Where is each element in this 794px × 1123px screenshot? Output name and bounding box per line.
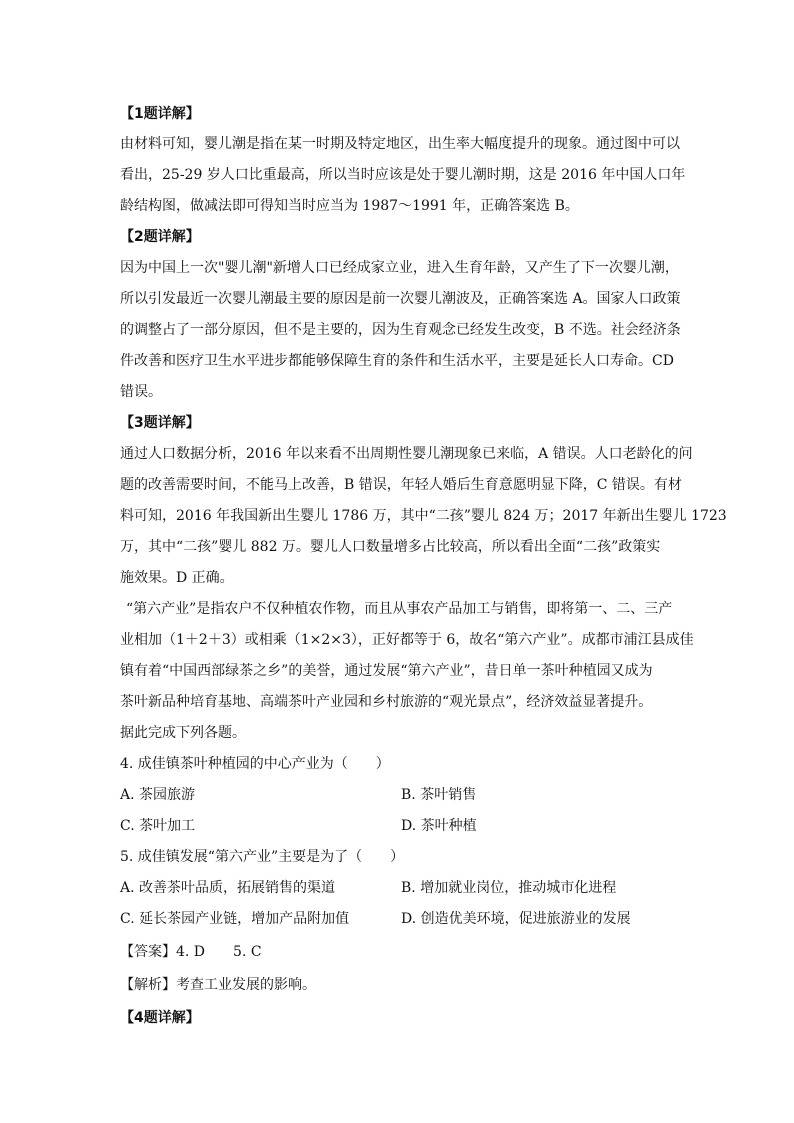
q5-option-c: C. 延长茶园产业链，增加产品附加值 — [120, 911, 350, 927]
q2-text-line: 因为中国上一次"婴儿潮"新增人口已经成家立业，进入生育年龄，又产生了下一次婴儿潮， — [120, 260, 679, 276]
q5-option-b: B. 增加就业岗位，推动城市化进程 — [401, 880, 617, 896]
passage-line: “第六产业”是指农户不仅种植农作物，而且从事农产品加工与销售，即将第一、二、三产 — [126, 601, 673, 617]
passage-line: 业相加（1＋2＋3）或相乘（1×2×3），正好都等于 6，故名“第六产业”。成都市浦江县成佳 — [120, 632, 694, 648]
q1-heading: 【1题详解】 — [120, 106, 200, 122]
q4-option-b: B. 茶叶销售 — [401, 787, 477, 803]
q3-heading: 【3题详解】 — [120, 415, 200, 431]
q4-option-c: C. 茶叶加工 — [120, 818, 196, 834]
passage-line: 镇有着“中国西部绿茶之乡”的美誉，通过发展“第六产业”，昔日单一茶叶种植园又成为 — [120, 663, 653, 679]
q3-text-line: 施效果。D 正确。 — [120, 570, 234, 586]
q3-text-line: 料可知，2016 年我国新出生婴儿 1786 万，其中“二孩”婴儿 824 万；2017 年新出生婴儿 1723 — [120, 508, 727, 524]
q2-text-line: 所以引发最近一次婴儿潮最主要的原因是前一次婴儿潮波及，正确答案选 A。国家人口政策 — [120, 291, 681, 307]
passage-line: 据此完成下列各题。 — [120, 725, 246, 741]
q2-text-line: 件改善和医疗卫生水平进步都能够保障生育的条件和生活水平，主要是延长人口寿命。CD — [120, 353, 674, 369]
passage-line: 茶叶新品种培育基地、高端茶叶产业园和乡村旅游的“观光景点”，经济效益显著提升。 — [120, 694, 653, 710]
analysis-line: 【解析】考查工业发展的影响。 — [120, 977, 316, 993]
q1-text-line: 龄结构图，做减法即可得知当时应当为 1987～1991 年，正确答案选 B。 — [120, 198, 579, 214]
q3-text-line: 通过人口数据分析，2016 年以来看不出周期性婴儿潮现象已来临，A 错误。人口老龄化的问 — [120, 446, 693, 462]
q4-option-a: A. 茶园旅游 — [120, 787, 196, 803]
q4-heading: 【4题详解】 — [120, 1010, 200, 1026]
q2-text-line: 错误。 — [120, 384, 162, 400]
q5-option-a: A. 改善茶叶品质，拓展销售的渠道 — [120, 880, 336, 896]
q4-option-d: D. 茶叶种植 — [401, 818, 477, 834]
q2-text-line: 的调整占了一部分原因，但不是主要的，因为生育观念已经发生改变，B 不选。社会经济条 — [120, 322, 681, 338]
q5-option-d: D. 创造优美环境，促进旅游业的发展 — [401, 911, 631, 927]
q1-text-line: 由材料可知，婴儿潮是指在某一时期及特定地区，出生率大幅度提升的现象。通过图中可以 — [120, 136, 680, 152]
q3-text-line: 万，其中“二孩”婴儿 882 万。婴儿人口数量增多占比较高，所以看出全面“二孩”政策实 — [120, 539, 661, 555]
q4-stem: 4. 成佳镇茶叶种植园的中心产业为（ ） — [120, 756, 390, 772]
q1-text-line: 看出，25-29 岁人口比重最高，所以当时应该是处于婴儿潮时期，这是 2016 年中国人口年 — [120, 167, 686, 183]
q3-text-line: 题的改善需要时间，不能马上改善，B 错误，年轻人婚后生育意愿明显下降，C 错误。有材 — [120, 477, 682, 493]
q2-heading: 【2题详解】 — [120, 229, 200, 245]
q5-stem: 5. 成佳镇发展“第六产业”主要是为了（ ） — [120, 849, 405, 865]
answer-line: 【答案】4. D 5. C — [120, 944, 262, 960]
